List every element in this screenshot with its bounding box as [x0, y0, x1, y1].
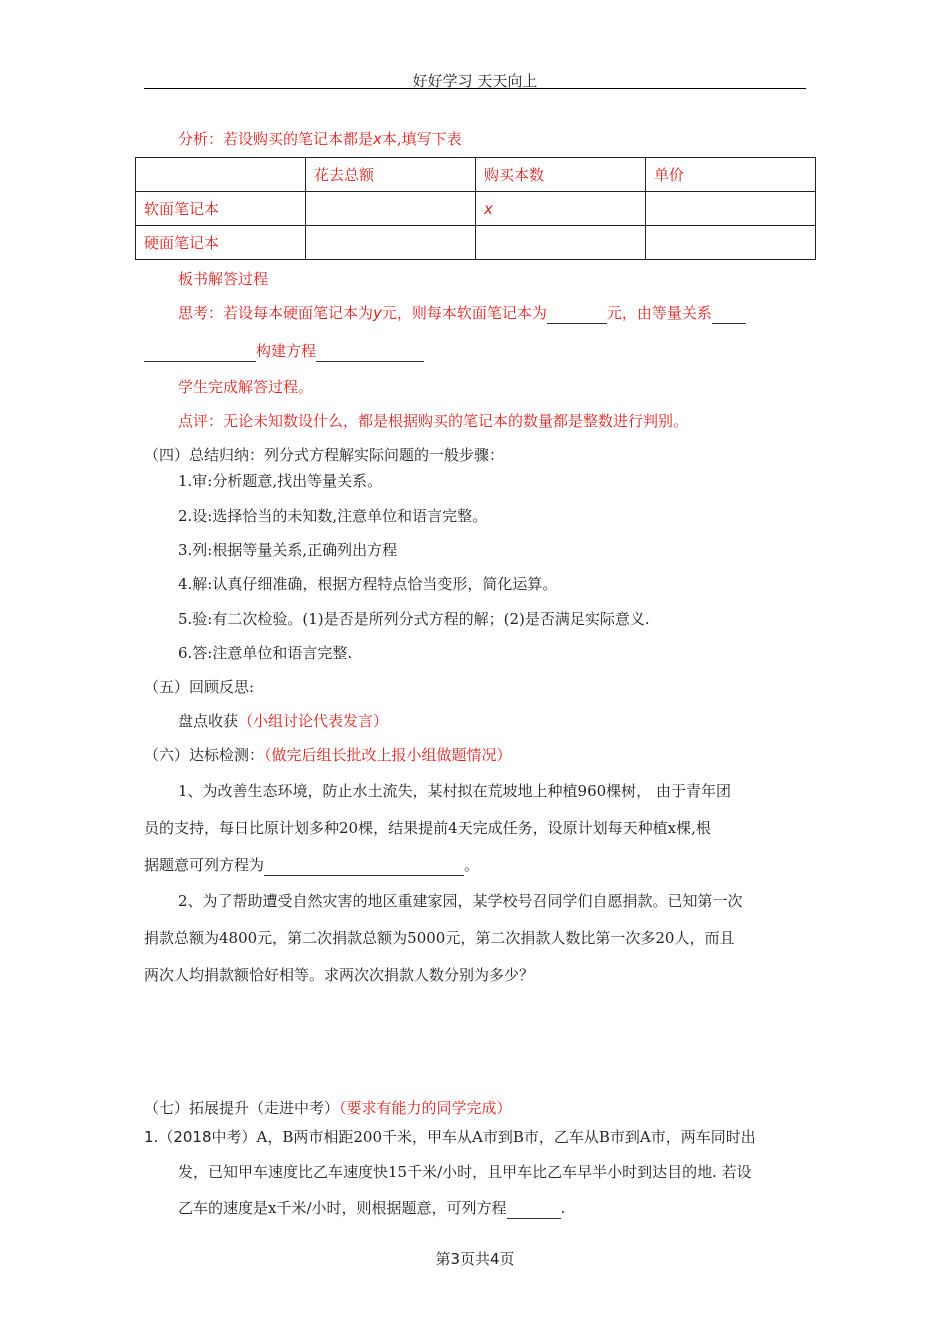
extend-question-number: 1. — [144, 1128, 159, 1146]
answer-blank — [507, 1202, 561, 1219]
board-note: 板书解答过程 — [178, 270, 269, 288]
think-mid: 元，则每本软面笔记本为 — [381, 304, 547, 322]
table-cell: 软面笔记本 — [136, 192, 306, 226]
answer-blank — [712, 307, 746, 324]
summary-title: （四）总结归纳：列分式方程解实际问题的一般步骤： — [144, 446, 505, 464]
table-cell — [306, 192, 476, 226]
header-divider — [144, 88, 806, 89]
question-1-suffix: 。 — [464, 856, 480, 874]
question-1-line: 1、为改善生态环境，防止水土流失，某村拟在荒坡地上种植960棵树， 由于青年团 — [178, 782, 731, 800]
review-item-note: （小组讨论代表发言） — [238, 712, 389, 730]
think-prefix: 思考：若设每本硬面笔记本为 — [178, 304, 374, 322]
think-line2-suffix: 构建方程 — [256, 342, 317, 360]
table-cell — [306, 226, 476, 260]
summary-step: 6.答:注意单位和语言完整. — [178, 644, 353, 662]
answer-blank — [316, 345, 424, 362]
extend-question-line: 发，已知甲车速度比乙车速度快15千米/小时，且甲车比乙车早半小时到达目的地. 若设 — [178, 1163, 752, 1181]
summary-step: 2.设:选择恰当的未知数,注意单位和语言完整。 — [178, 507, 488, 525]
question-2-line: 捐款总额为4800元，第二次捐款总额为5000元，第二次捐款人数比第一次多20人，而且 — [144, 929, 735, 947]
review-item — [178, 710, 388, 732]
think-mid2: 元，由等量关系 — [606, 304, 712, 322]
extend-question-line — [178, 1197, 565, 1219]
extend-question-tag: （2018中考） — [158, 1128, 257, 1146]
think-var: y — [373, 304, 382, 322]
analysis-suffix: 本,填写下表 — [381, 130, 462, 148]
table-header-row — [136, 158, 816, 192]
test-title-label: （六）达标检测： — [144, 746, 265, 764]
table-cell: 硬面笔记本 — [136, 226, 306, 260]
table-cell: x — [476, 192, 646, 226]
analysis-prefix: 分析：若设购买的笔记本都是 — [178, 130, 374, 148]
summary-step: 5.验:有二次检验。(1)是否是所列分式方程的解；(2)是否满足实际意义. — [178, 610, 650, 628]
summary-step: 1.审:分析题意,找出等量关系。 — [178, 472, 383, 490]
table-cell — [476, 226, 646, 260]
extend-title-label: （七）拓展提升（走进中考） — [144, 1099, 340, 1117]
analysis-var: x — [373, 130, 382, 148]
test-title-note: （做完后组长批改上报小组做题情况） — [264, 746, 512, 764]
summary-step: 3.列:根据等量关系,正确列出方程 — [178, 541, 398, 559]
table-row — [136, 192, 816, 226]
extend-question-suffix: . — [560, 1199, 566, 1217]
question-2-line: 2、为了帮助遭受自然灾害的地区重建家园，某学校号召同学们自愿捐款。已知第一次 — [178, 892, 743, 910]
think-line-1 — [178, 302, 746, 324]
analysis-line — [178, 128, 462, 150]
extend-title — [144, 1097, 512, 1119]
table-header-cell: 花去总额 — [306, 158, 476, 192]
review-item-label: 盘点收获 — [178, 712, 239, 730]
student-note: 学生完成解答过程。 — [178, 378, 314, 396]
review-title: （五）回顾反思: — [144, 678, 255, 696]
summary-step: 4.解:认真仔细准确，根据方程特点恰当变形，简化运算。 — [178, 575, 558, 593]
extend-question-line — [144, 1126, 756, 1148]
question-1-prefix: 据题意可列方程为 — [144, 856, 265, 874]
question-1-line — [144, 854, 479, 876]
table-header-cell: 单价 — [646, 158, 816, 192]
notebook-table — [135, 157, 816, 260]
answer-blank — [144, 345, 256, 362]
question-1-line: 员的支持，每日比原计划多种20棵，结果提前4天完成任务，设原计划每天种植x棵,根 — [144, 819, 711, 837]
answer-blank — [264, 859, 464, 876]
table-header-cell — [136, 158, 306, 192]
extend-question-prefix: 乙车的速度是x千米/小时，则根据题意，可列方程 — [178, 1199, 507, 1217]
table-row — [136, 226, 816, 260]
answer-blank — [547, 307, 607, 324]
test-title — [144, 744, 512, 766]
page-header-title: 好好学习 天天向上 — [412, 72, 538, 90]
think-line-2 — [144, 340, 424, 362]
page-number: 第3页共4页 — [435, 1250, 515, 1268]
table-header-cell: 购买本数 — [476, 158, 646, 192]
comment-note: 点评：无论未知数设什么，都是根据购买的笔记本的数量都是整数进行判别。 — [178, 412, 689, 430]
extend-title-note: （要求有能力的同学完成） — [339, 1099, 512, 1117]
table-cell — [646, 226, 816, 260]
extend-question-text: A，B两市相距200千米，甲车从A市到B市，乙车从B市到A市，两车同时出 — [256, 1128, 756, 1146]
question-2-line: 两次人均捐款额恰好相等。求两次次捐款人数分别为多少？ — [144, 966, 535, 984]
table-cell — [646, 192, 816, 226]
